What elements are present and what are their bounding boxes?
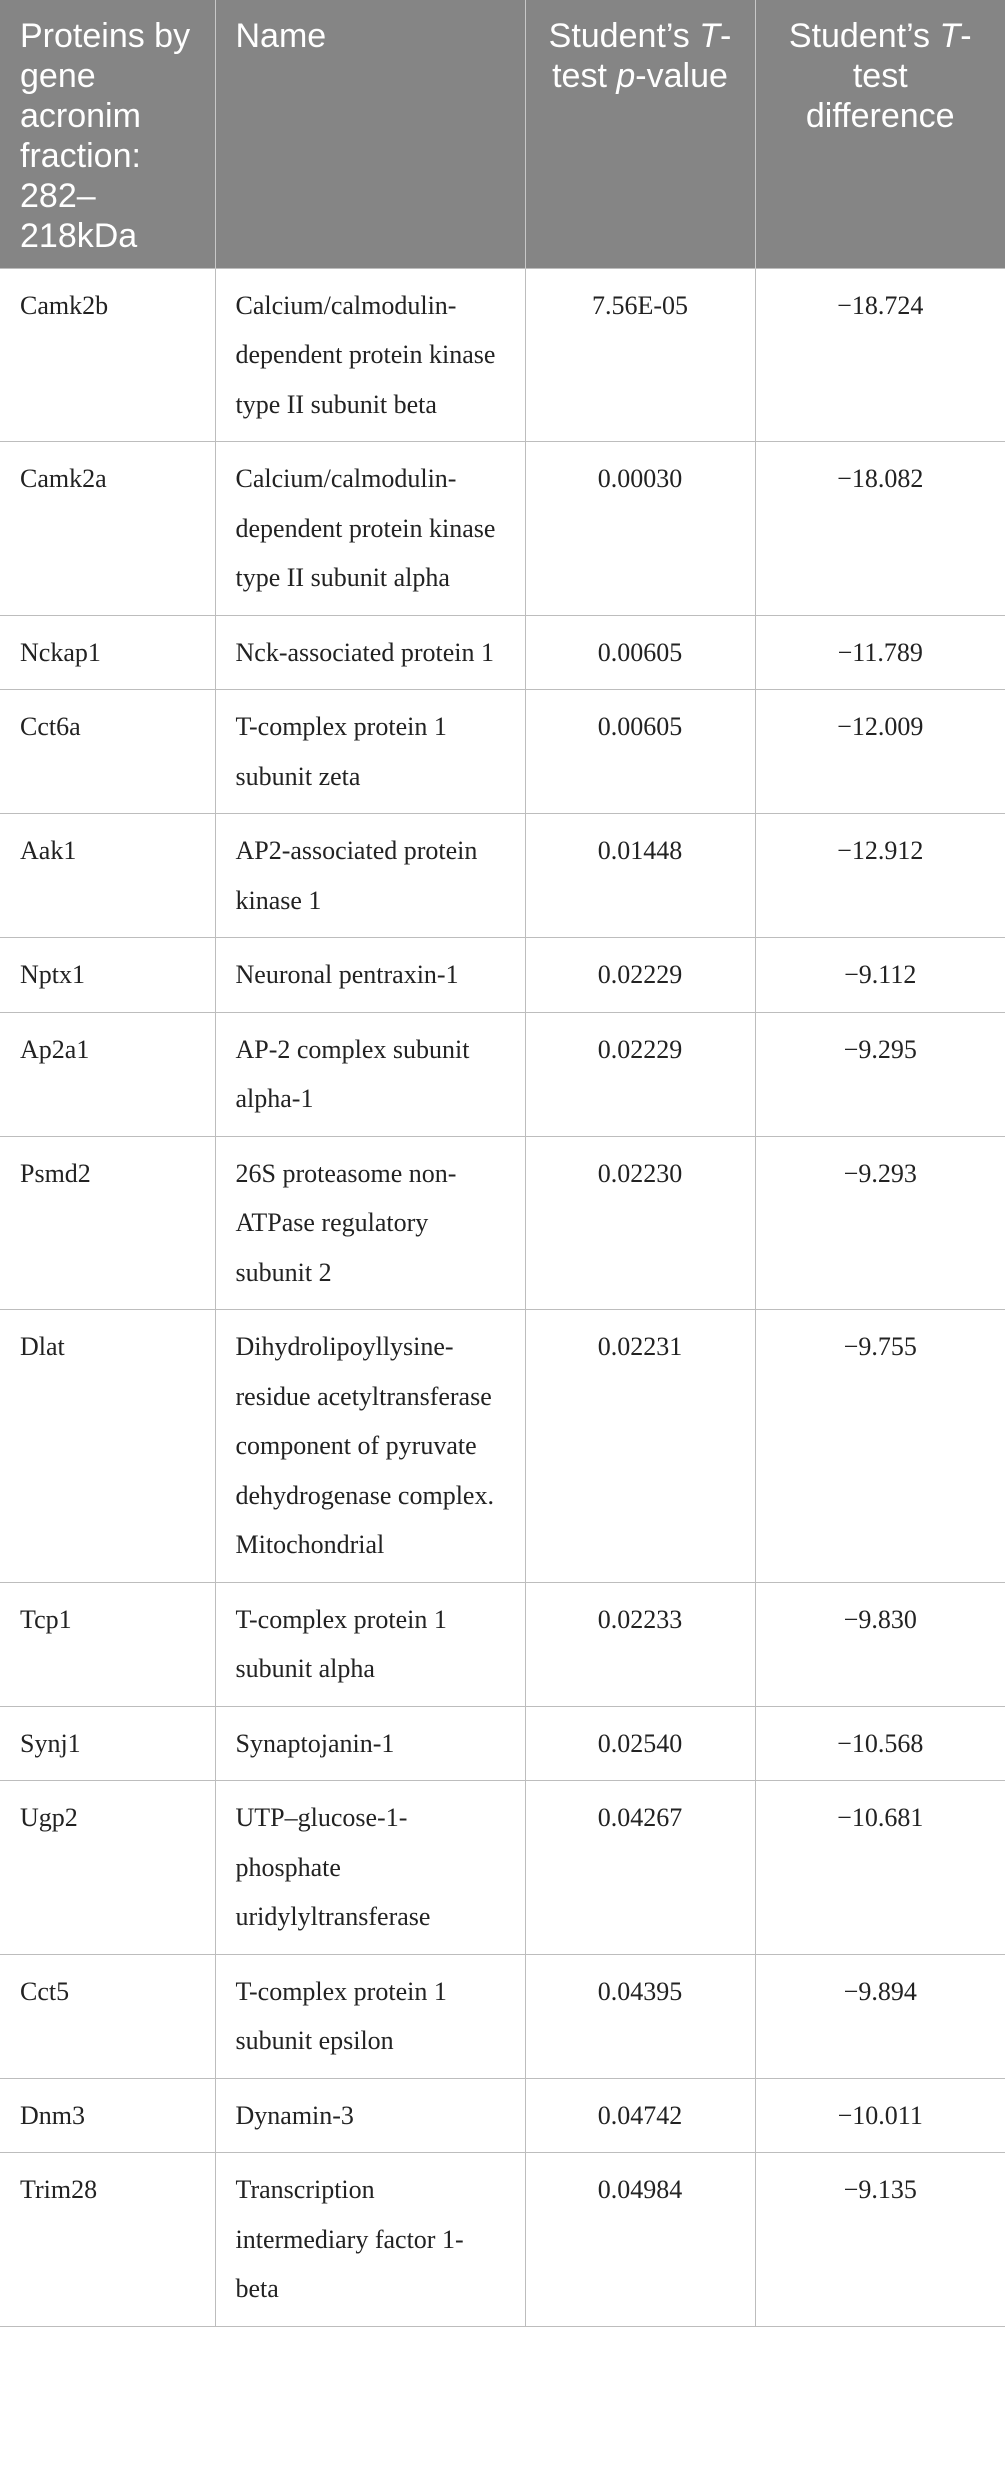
cell-name: T-complex protein 1 subunit epsilon xyxy=(215,1954,525,2078)
cell-name: Synaptojanin-1 xyxy=(215,1706,525,1781)
cell-difference: −12.912 xyxy=(755,814,1005,938)
cell-gene: Tcp1 xyxy=(0,1582,215,1706)
cell-p-value: 0.02540 xyxy=(525,1706,755,1781)
table-row xyxy=(0,1706,1005,1781)
cell-name: Transcription intermediary factor 1-beta xyxy=(215,2153,525,2327)
cell-difference: −10.011 xyxy=(755,2078,1005,2153)
cell-gene: Cct5 xyxy=(0,1954,215,2078)
cell-gene: Camk2b xyxy=(0,268,215,442)
cell-gene: Psmd2 xyxy=(0,1136,215,1310)
cell-difference: −9.293 xyxy=(755,1136,1005,1310)
cell-p-value: 0.01448 xyxy=(525,814,755,938)
table-row xyxy=(0,615,1005,690)
cell-p-value: 0.02233 xyxy=(525,1582,755,1706)
cell-p-value: 7.56E-05 xyxy=(525,268,755,442)
table-row xyxy=(0,442,1005,616)
cell-name: Dynamin-3 xyxy=(215,2078,525,2153)
cell-difference: −18.724 xyxy=(755,268,1005,442)
cell-name: Calcium/calmodulin-dependent protein kinase type II subunit alpha xyxy=(215,442,525,616)
header-gene-acronym: Proteins by gene acronim fraction: 282–218kDa xyxy=(0,0,215,268)
cell-name: AP-2 complex subunit alpha-1 xyxy=(215,1012,525,1136)
cell-p-value: 0.02229 xyxy=(525,1012,755,1136)
cell-name: Neuronal pentraxin-1 xyxy=(215,938,525,1013)
header-name: Name xyxy=(215,0,525,268)
cell-name: AP2-associated protein kinase 1 xyxy=(215,814,525,938)
table-row xyxy=(0,2078,1005,2153)
cell-p-value: 0.02230 xyxy=(525,1136,755,1310)
table-row xyxy=(0,1012,1005,1136)
table-row xyxy=(0,1136,1005,1310)
cell-name: T-complex protein 1 subunit alpha xyxy=(215,1582,525,1706)
cell-name: UTP–glucose-1-phosphate uridylyltransferase xyxy=(215,1781,525,1955)
cell-gene: Ap2a1 xyxy=(0,1012,215,1136)
cell-gene: Aak1 xyxy=(0,814,215,938)
cell-p-value: 0.00605 xyxy=(525,615,755,690)
cell-difference: −9.830 xyxy=(755,1582,1005,1706)
cell-p-value: 0.02231 xyxy=(525,1310,755,1583)
cell-gene: Nckap1 xyxy=(0,615,215,690)
cell-difference: −9.112 xyxy=(755,938,1005,1013)
cell-difference: −9.894 xyxy=(755,1954,1005,2078)
table-row xyxy=(0,1954,1005,2078)
header-row xyxy=(0,0,1005,268)
cell-p-value: 0.04267 xyxy=(525,1781,755,1955)
table-row xyxy=(0,1781,1005,1955)
table-row xyxy=(0,690,1005,814)
cell-difference: −9.295 xyxy=(755,1012,1005,1136)
cell-difference: −10.568 xyxy=(755,1706,1005,1781)
table-body xyxy=(0,268,1005,2326)
cell-difference: −12.009 xyxy=(755,690,1005,814)
cell-difference: −9.135 xyxy=(755,2153,1005,2327)
cell-difference: −9.755 xyxy=(755,1310,1005,1583)
cell-difference: −10.681 xyxy=(755,1781,1005,1955)
cell-difference: −11.789 xyxy=(755,615,1005,690)
cell-gene: Dnm3 xyxy=(0,2078,215,2153)
cell-name: Calcium/calmodulin-dependent protein kinase type II subunit beta xyxy=(215,268,525,442)
cell-gene: Cct6a xyxy=(0,690,215,814)
table-row xyxy=(0,1582,1005,1706)
cell-name: 26S proteasome non-ATPase regulatory subunit 2 xyxy=(215,1136,525,1310)
table-row xyxy=(0,2153,1005,2327)
cell-gene: Ugp2 xyxy=(0,1781,215,1955)
cell-p-value: 0.00605 xyxy=(525,690,755,814)
cell-name: T-complex protein 1 subunit zeta xyxy=(215,690,525,814)
cell-p-value: 0.00030 xyxy=(525,442,755,616)
cell-p-value: 0.04395 xyxy=(525,1954,755,2078)
cell-gene: Trim28 xyxy=(0,2153,215,2327)
cell-p-value: 0.02229 xyxy=(525,938,755,1013)
header-p-value: Student’s T-test p-value xyxy=(525,0,755,268)
table-row xyxy=(0,268,1005,442)
cell-name: Dihydrolipoyllysine-residue acetyltransferase component of pyruvate dehydrogenase complex. Mitochondrial xyxy=(215,1310,525,1583)
cell-p-value: 0.04742 xyxy=(525,2078,755,2153)
cell-name: Nck-associated protein 1 xyxy=(215,615,525,690)
header-difference: Student’s T-test difference xyxy=(755,0,1005,268)
cell-p-value: 0.04984 xyxy=(525,2153,755,2327)
table-row xyxy=(0,814,1005,938)
table-header xyxy=(0,0,1005,268)
cell-gene: Dlat xyxy=(0,1310,215,1583)
cell-gene: Nptx1 xyxy=(0,938,215,1013)
cell-gene: Synj1 xyxy=(0,1706,215,1781)
table-row xyxy=(0,1310,1005,1583)
cell-gene: Camk2a xyxy=(0,442,215,616)
table-row xyxy=(0,938,1005,1013)
cell-difference: −18.082 xyxy=(755,442,1005,616)
